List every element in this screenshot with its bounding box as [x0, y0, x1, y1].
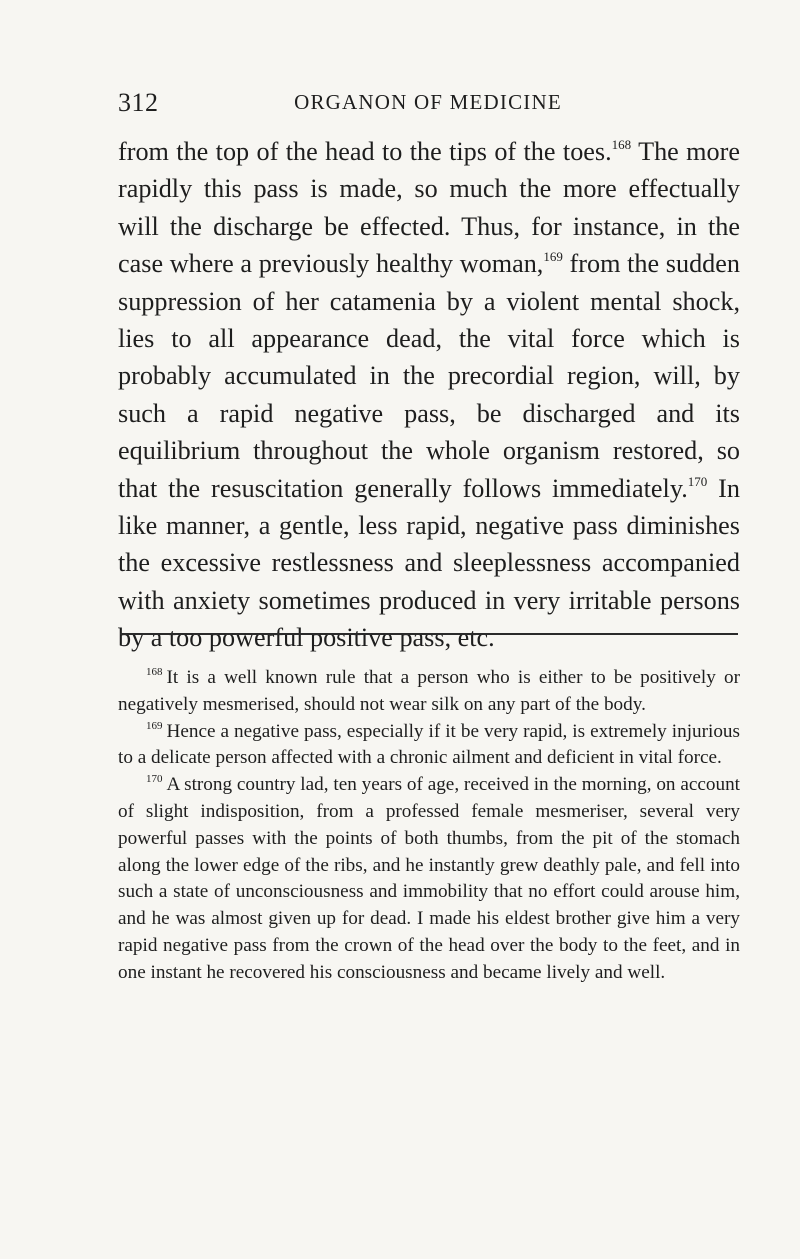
running-head: [118, 88, 738, 118]
body-text-segment: In like manner, a gentle, less rapid, negative pass diminishes the excessive restlessness and sleeplessness accompanied with anxiety sometimes produced in very irritable persons by a too powerful positive pass, etc.: [118, 473, 740, 653]
running-title: ORGANON OF MEDICINE: [294, 90, 562, 114]
footnote: [118, 772, 740, 986]
footnote-reference: 170: [687, 473, 708, 489]
footnote: [118, 719, 740, 773]
body-text-segment: from the top of the head to the tips of the toes.: [118, 137, 612, 166]
body-text-segment: The more rapidly this pass is made, so much the more effectually will the discharge be effected. Thus, for instance, in the case where a previously healthy woman,: [118, 137, 740, 279]
footnote: [118, 665, 740, 719]
footnote-marker: 169: [146, 719, 163, 732]
body-paragraph: [118, 133, 740, 657]
footnote-divider: [120, 633, 738, 635]
footnotes: [118, 665, 740, 987]
body-text-segment: from the sudden suppression of her catamenia by a violent mental shock, lies to all appearance dead, the vital force which is probably accumulated in the precordial region, will, by such a rapid negative pass, be discharged and its equilibrium throughout the whole organism restored, so that the resuscitation generally follows immediately.: [118, 249, 740, 503]
footnote-text: A strong country lad, ten years of age, received in the morning, on account of slight indisposition, from a professed female mesmeriser, several very powerful passes with the points of both thumbs, from the pit of the stomach along the lower edge of the ribs, and he instantly grew deathly pale, and fell into such a state of unconsciousness and immobility that no effort could arouse him, and he was almost given up for dead. I made his eldest brother give him a very rapid negative pass from the crown of the head over the body to the feet, and in one instant he recovered his consciousness and became lively and well.: [118, 774, 740, 983]
footnote-reference: 169: [543, 249, 563, 265]
footnote-reference: 168: [611, 137, 632, 152]
footnote-marker: 168: [146, 666, 163, 678]
footnote-text: It is a well known rule that a person who is either to be positively or negatively mesmerised, should not wear silk on any part of the body.: [118, 667, 740, 715]
footnote-text: Hence a negative pass, especially if it be very rapid, is extremely injurious to a delicate person affected with a chronic ailment and deficient in vital force.: [118, 720, 740, 769]
footnote-marker: 170: [146, 773, 163, 786]
page-number: 312: [118, 88, 159, 117]
